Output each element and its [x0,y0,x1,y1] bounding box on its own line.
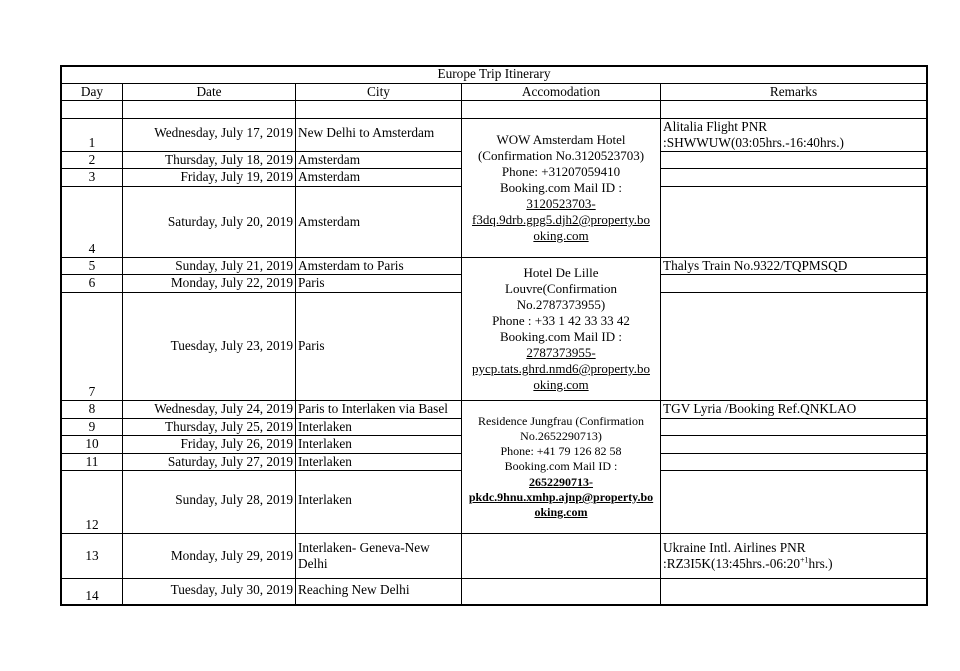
city-cell: Amsterdam [298,214,361,229]
date-cell: Saturday, July 20, 2019 [167,214,293,229]
day-cell: 3 [88,169,96,184]
date-cell: Wednesday, July 24, 2019 [154,401,293,416]
day-cell: 9 [88,419,96,434]
date-cell: Tuesday, July 30, 2019 [170,582,293,597]
remarks-cell: TGV Lyria /Booking Ref.QNKLAO [663,401,857,416]
date-cell: Tuesday, July 23, 2019 [170,338,293,353]
city-cell: Amsterdam to Paris [298,258,404,273]
date-cell: Friday, July 26, 2019 [180,436,293,451]
header-city: City [367,84,390,99]
date-cell: Monday, July 29, 2019 [170,548,293,563]
city-cell: Interlaken [298,419,352,434]
city-cell: Interlaken- Geneva-New Delhi [298,540,430,571]
hotel-email-link[interactable]: 2652290713- pkdc.9hnu.xmhp.ajnp@property.bo oking.com [468,474,654,519]
date-cell: Friday, July 19, 2019 [180,169,293,184]
hotel-cell-amsterdam: WOW Amsterdam Hotel (Confirmation No.3120523703) Phone: +31207059410 Booking.com Mail ID : 3120523703- f3dq.9drb.gpg5.djh2@property.bo oking.com [462,119,660,257]
city-cell: Paris [298,275,325,290]
day-cell: 4 [88,241,96,256]
hotel-email-link[interactable]: 3120523703- f3dq.9drb.gpg5.djh2@property.bo oking.com [472,196,650,243]
day-cell: 2 [88,152,96,167]
header-date: Date [196,84,222,99]
date-cell: Thursday, July 25, 2019 [164,419,293,434]
day-cell: 6 [88,275,96,290]
date-cell: Sunday, July 28, 2019 [175,492,293,507]
city-cell: Interlaken [298,454,352,469]
city-cell: New Delhi to Amsterdam [298,125,435,140]
city-cell: Interlaken [298,492,352,507]
day-cell: 14 [85,588,99,603]
remarks-cell: Thalys Train No.9322/TQPMSQD [663,258,848,273]
hotel-email-link[interactable]: 2787373955- pycp.tats.ghrd.nmd6@property.bo oking.com [472,345,650,392]
remarks-cell: Alitalia Flight PNR :SHWWUW(03:05hrs.-16:40hrs.) [663,119,844,150]
city-cell: Paris to Interlaken via Basel [298,401,448,416]
city-cell: Amsterdam [298,152,361,167]
hotel-cell-interlaken: Residence Jungfrau (Confirmation No.2652290713) Phone: +41 79 126 82 58 Booking.com Mail ID : 2652290713- pkdc.9hnu.xmhp.ajnp@property.bo oking.com [462,401,660,533]
hotel-cell-paris: Hotel De Lille Louvre(Confirmation No.2787373955) Phone : +33 1 42 33 33 42 Booking.com Mail ID : 2787373955- pycp.tats.ghrd.nmd6@property.bo oking.com [462,258,660,400]
date-cell: Sunday, July 21, 2019 [175,258,293,273]
header-day: Day [80,84,104,99]
city-cell: Interlaken [298,436,352,451]
day-cell: 10 [85,436,99,451]
header-remarks: Remarks [769,84,818,99]
city-cell: Paris [298,338,325,353]
date-cell: Wednesday, July 17, 2019 [154,125,293,140]
day-cell: 1 [88,135,96,150]
remarks-cell: Ukraine Intl. Airlines PNR $:RZ3I5K(13:45hrs.-06:20^{+1}hrs.)$ [663,540,833,571]
table-title: Europe Trip Itinerary [437,66,551,81]
day-cell: 12 [85,517,99,532]
day-cell: 8 [88,401,96,416]
day-cell: 13 [85,548,99,563]
day-cell: 5 [88,258,96,273]
date-cell: Saturday, July 27, 2019 [167,454,293,469]
city-cell: Reaching New Delhi [298,582,410,597]
day-cell: 11 [85,454,99,469]
date-cell: Monday, July 22, 2019 [170,275,293,290]
city-cell: Amsterdam [298,169,361,184]
day-cell: 7 [88,384,96,399]
itinerary-table [60,65,928,606]
header-accommodation: Accomodation [521,84,601,99]
date-cell: Thursday, July 18, 2019 [164,152,293,167]
